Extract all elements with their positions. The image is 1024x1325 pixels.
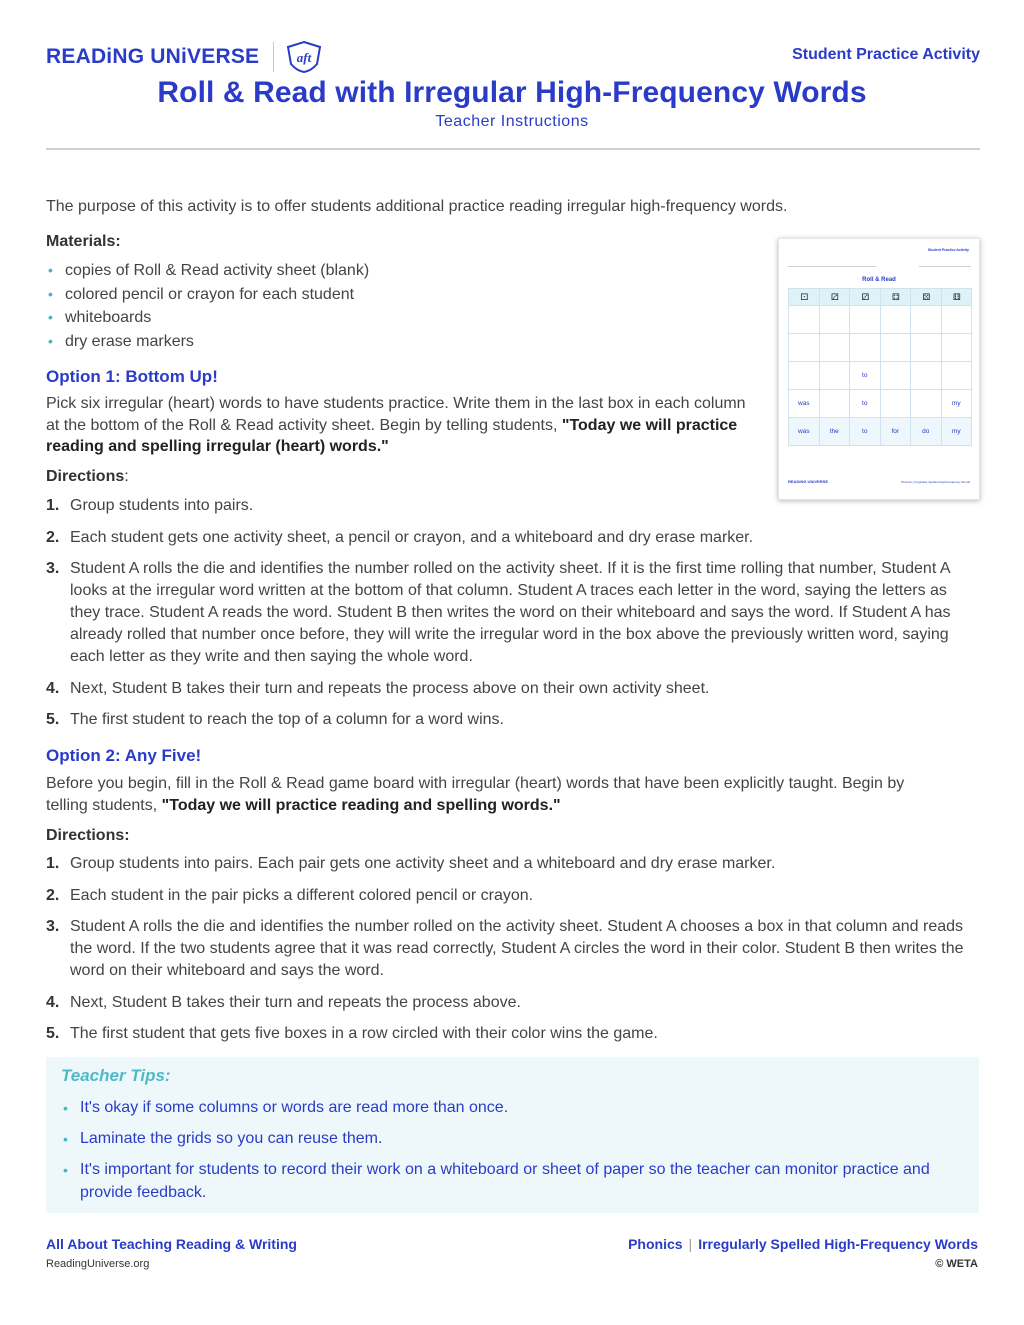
grid-cell: to xyxy=(850,362,881,390)
directions-colon: : xyxy=(124,468,129,485)
grid-cell: to xyxy=(850,390,881,418)
step-number: 1. xyxy=(46,855,60,872)
option2-directions-heading: Directions: xyxy=(46,827,130,844)
option1-quote: "Today we will practice reading and spelling irregular (heart) words." xyxy=(46,416,738,455)
grid-cell xyxy=(789,362,820,390)
step-text: Each student gets one activity sheet, a pencil or crayon, and a whiteboard and dry erase marker. xyxy=(70,528,754,546)
footer-breadcrumb xyxy=(628,1236,978,1252)
materials-list xyxy=(46,259,369,353)
grid-cell xyxy=(789,306,820,334)
thumbnail-date-line xyxy=(919,266,971,267)
grid-cell xyxy=(941,334,972,362)
grid-cell xyxy=(941,362,972,390)
step-number: 4. xyxy=(46,679,60,697)
grid-cell: my xyxy=(941,390,972,418)
logo-divider xyxy=(273,42,274,72)
teacher-tips-list xyxy=(61,1097,951,1213)
aft-logo-icon xyxy=(284,40,324,74)
list-item: • dry erase markers xyxy=(46,330,369,354)
grid-cell xyxy=(880,306,911,334)
option2-paragraph xyxy=(46,773,946,816)
thumbnail-grid xyxy=(788,288,972,446)
grid-cell: was xyxy=(789,390,820,418)
option1-text: Pick six irregular (heart) words to have students practice. Write them in the last box in each column at the bottom of the Roll & Read activity sheet. Begin by telling students, xyxy=(46,395,746,434)
activity-sheet-thumbnail xyxy=(778,238,980,500)
list-item xyxy=(46,558,978,668)
grid-cell: do xyxy=(911,418,942,446)
reading-universe-logo: READiNG UNiVERSE xyxy=(46,45,260,68)
list-item: • It's okay if some columns or words are read more than once. xyxy=(61,1097,951,1120)
grid-cell xyxy=(850,306,881,334)
list-item xyxy=(46,678,978,700)
grid-cell: for xyxy=(880,418,911,446)
grid-cell xyxy=(880,390,911,418)
grid-cell xyxy=(911,390,942,418)
step-text: Next, Student B takes their turn and repeats the process above on their own activity sheet. xyxy=(70,679,710,697)
list-item xyxy=(46,709,978,731)
list-item xyxy=(46,1023,978,1045)
grid-cell: my xyxy=(941,418,972,446)
thumbnail-footer-logo: READiNG UNiVERSE xyxy=(788,479,829,484)
list-item xyxy=(46,495,978,517)
step-text: The first student to reach the top of a column for a word wins. xyxy=(70,711,504,728)
materials-heading: Materials: xyxy=(46,233,121,250)
option2-text: Before you begin, fill in the Roll & Read game board with irregular (heart) words that have been explicitly taught. Begin by telling students, xyxy=(46,775,905,814)
step-text: The first student that gets five boxes in a row circled with their color wins the game. xyxy=(70,1025,658,1042)
grid-cell xyxy=(819,306,850,334)
grid-cell xyxy=(789,334,820,362)
teacher-tips-heading: Teacher Tips: xyxy=(61,1066,171,1085)
list-item xyxy=(46,527,978,549)
die-five-icon: ⚄ xyxy=(911,289,942,306)
list-item: • Laminate the grids so you can reuse them. xyxy=(61,1128,951,1151)
grid-cell xyxy=(911,334,942,362)
list-item: • copies of Roll & Read activity sheet (blank) xyxy=(46,259,369,283)
thumbnail-name-line xyxy=(788,266,876,267)
page-title: Roll & Read with Irregular High-Frequency Words xyxy=(157,76,867,109)
grid-cell xyxy=(911,306,942,334)
step-number: 2. xyxy=(46,886,60,904)
die-four-icon: ⚃ xyxy=(880,289,911,306)
intro-paragraph: The purpose of this activity is to offer students additional practice reading irregular high-frequency words. xyxy=(46,198,788,215)
step-number: 5. xyxy=(46,711,60,728)
step-number: 1. xyxy=(46,497,60,514)
list-item xyxy=(46,885,978,907)
thumbnail-kicker: Student Practice Activity xyxy=(927,248,969,252)
svg-text:aft: aft xyxy=(297,50,312,65)
footer-url: ReadingUniverse.org xyxy=(46,1258,150,1270)
grid-cell xyxy=(819,362,850,390)
grid-cell: the xyxy=(819,418,850,446)
die-two-icon: ⚂ xyxy=(819,289,850,306)
step-text: Student A rolls the die and identifies the number rolled on the activity sheet. Student A chooses a box in that column and reads the word. If the two students agree that it was read correctly, Student A circles the word in their color. Student B then writes the word on their whiteboard and says the word. xyxy=(70,918,964,979)
footer-topic: Phonics xyxy=(628,1236,683,1252)
die-three-icon: ⚂ xyxy=(850,289,881,306)
option1-heading: Option 1: Bottom Up! xyxy=(46,367,218,386)
page-kicker: Student Practice Activity xyxy=(792,46,980,63)
step-number: 3. xyxy=(46,918,60,935)
grid-cell xyxy=(941,306,972,334)
list-item xyxy=(46,992,978,1014)
die-one-icon: ⚀ xyxy=(789,289,820,306)
logo-group xyxy=(46,40,324,74)
footer-copyright: © WETA xyxy=(935,1258,978,1270)
grid-cell xyxy=(880,362,911,390)
list-item: • whiteboards xyxy=(46,306,369,330)
footer-subtopic: Irregularly Spelled High-Frequency Words xyxy=(698,1236,978,1252)
list-item xyxy=(46,853,978,875)
step-number: 4. xyxy=(46,993,60,1011)
step-number: 5. xyxy=(46,1025,60,1042)
thumbnail-title: Roll & Read xyxy=(862,277,896,283)
option1-paragraph xyxy=(46,393,761,458)
list-item: • colored pencil or crayon for each student xyxy=(46,283,369,307)
grid-cell: was xyxy=(789,418,820,446)
grid-cell xyxy=(911,362,942,390)
option1-steps xyxy=(46,495,978,741)
step-text: Group students into pairs. xyxy=(70,497,254,514)
grid-cell xyxy=(880,334,911,362)
step-text: Student A rolls the die and identifies the number rolled on the activity sheet. If it is the first time rolling that number, Student A looks at the irregular word written at the bottom of that column. Student A traces each letter in the word, saying the letters as they trace. Student A reads the word. Student B then writes the word on their whiteboard and says the word. If Student A has already rolled that number once before, they will write the irregular word in the box above the previously written word, saying each letter as they write and then saying the whole word. xyxy=(70,560,951,665)
teacher-tips-box xyxy=(46,1057,979,1213)
grid-cell: to xyxy=(850,418,881,446)
directions-label: Directions xyxy=(46,468,125,485)
option2-heading: Option 2: Any Five! xyxy=(46,746,202,765)
step-number: 3. xyxy=(46,560,60,577)
footer-section-title: All About Teaching Reading & Writing xyxy=(46,1236,297,1252)
option2-steps xyxy=(46,853,978,1055)
list-item: • It's important for students to record their work on a whiteboard or sheet of paper so the teacher can monitor practice and provide feedback. xyxy=(61,1159,951,1204)
step-text: Next, Student B takes their turn and repeats the process above. xyxy=(70,993,521,1011)
page-header xyxy=(46,36,980,76)
thumbnail-footer-topic: Phonics | Irregularly Spelled High-Frequency Words xyxy=(901,480,970,484)
grid-cell xyxy=(850,334,881,362)
option1-directions-heading xyxy=(46,468,129,486)
step-text: Group students into pairs. Each pair gets one activity sheet and a whiteboard and dry erase marker. xyxy=(70,855,776,872)
die-six-icon: ⚅ xyxy=(941,289,972,306)
grid-cell xyxy=(819,334,850,362)
footer-separator: | xyxy=(688,1236,693,1252)
step-text: Each student in the pair picks a different colored pencil or crayon. xyxy=(70,886,534,904)
option2-quote: "Today we will practice reading and spelling words." xyxy=(161,796,561,814)
header-divider xyxy=(46,148,980,150)
grid-cell xyxy=(819,390,850,418)
page-subtitle: Teacher Instructions xyxy=(435,113,589,130)
step-number: 2. xyxy=(46,528,60,546)
list-item xyxy=(46,916,978,982)
